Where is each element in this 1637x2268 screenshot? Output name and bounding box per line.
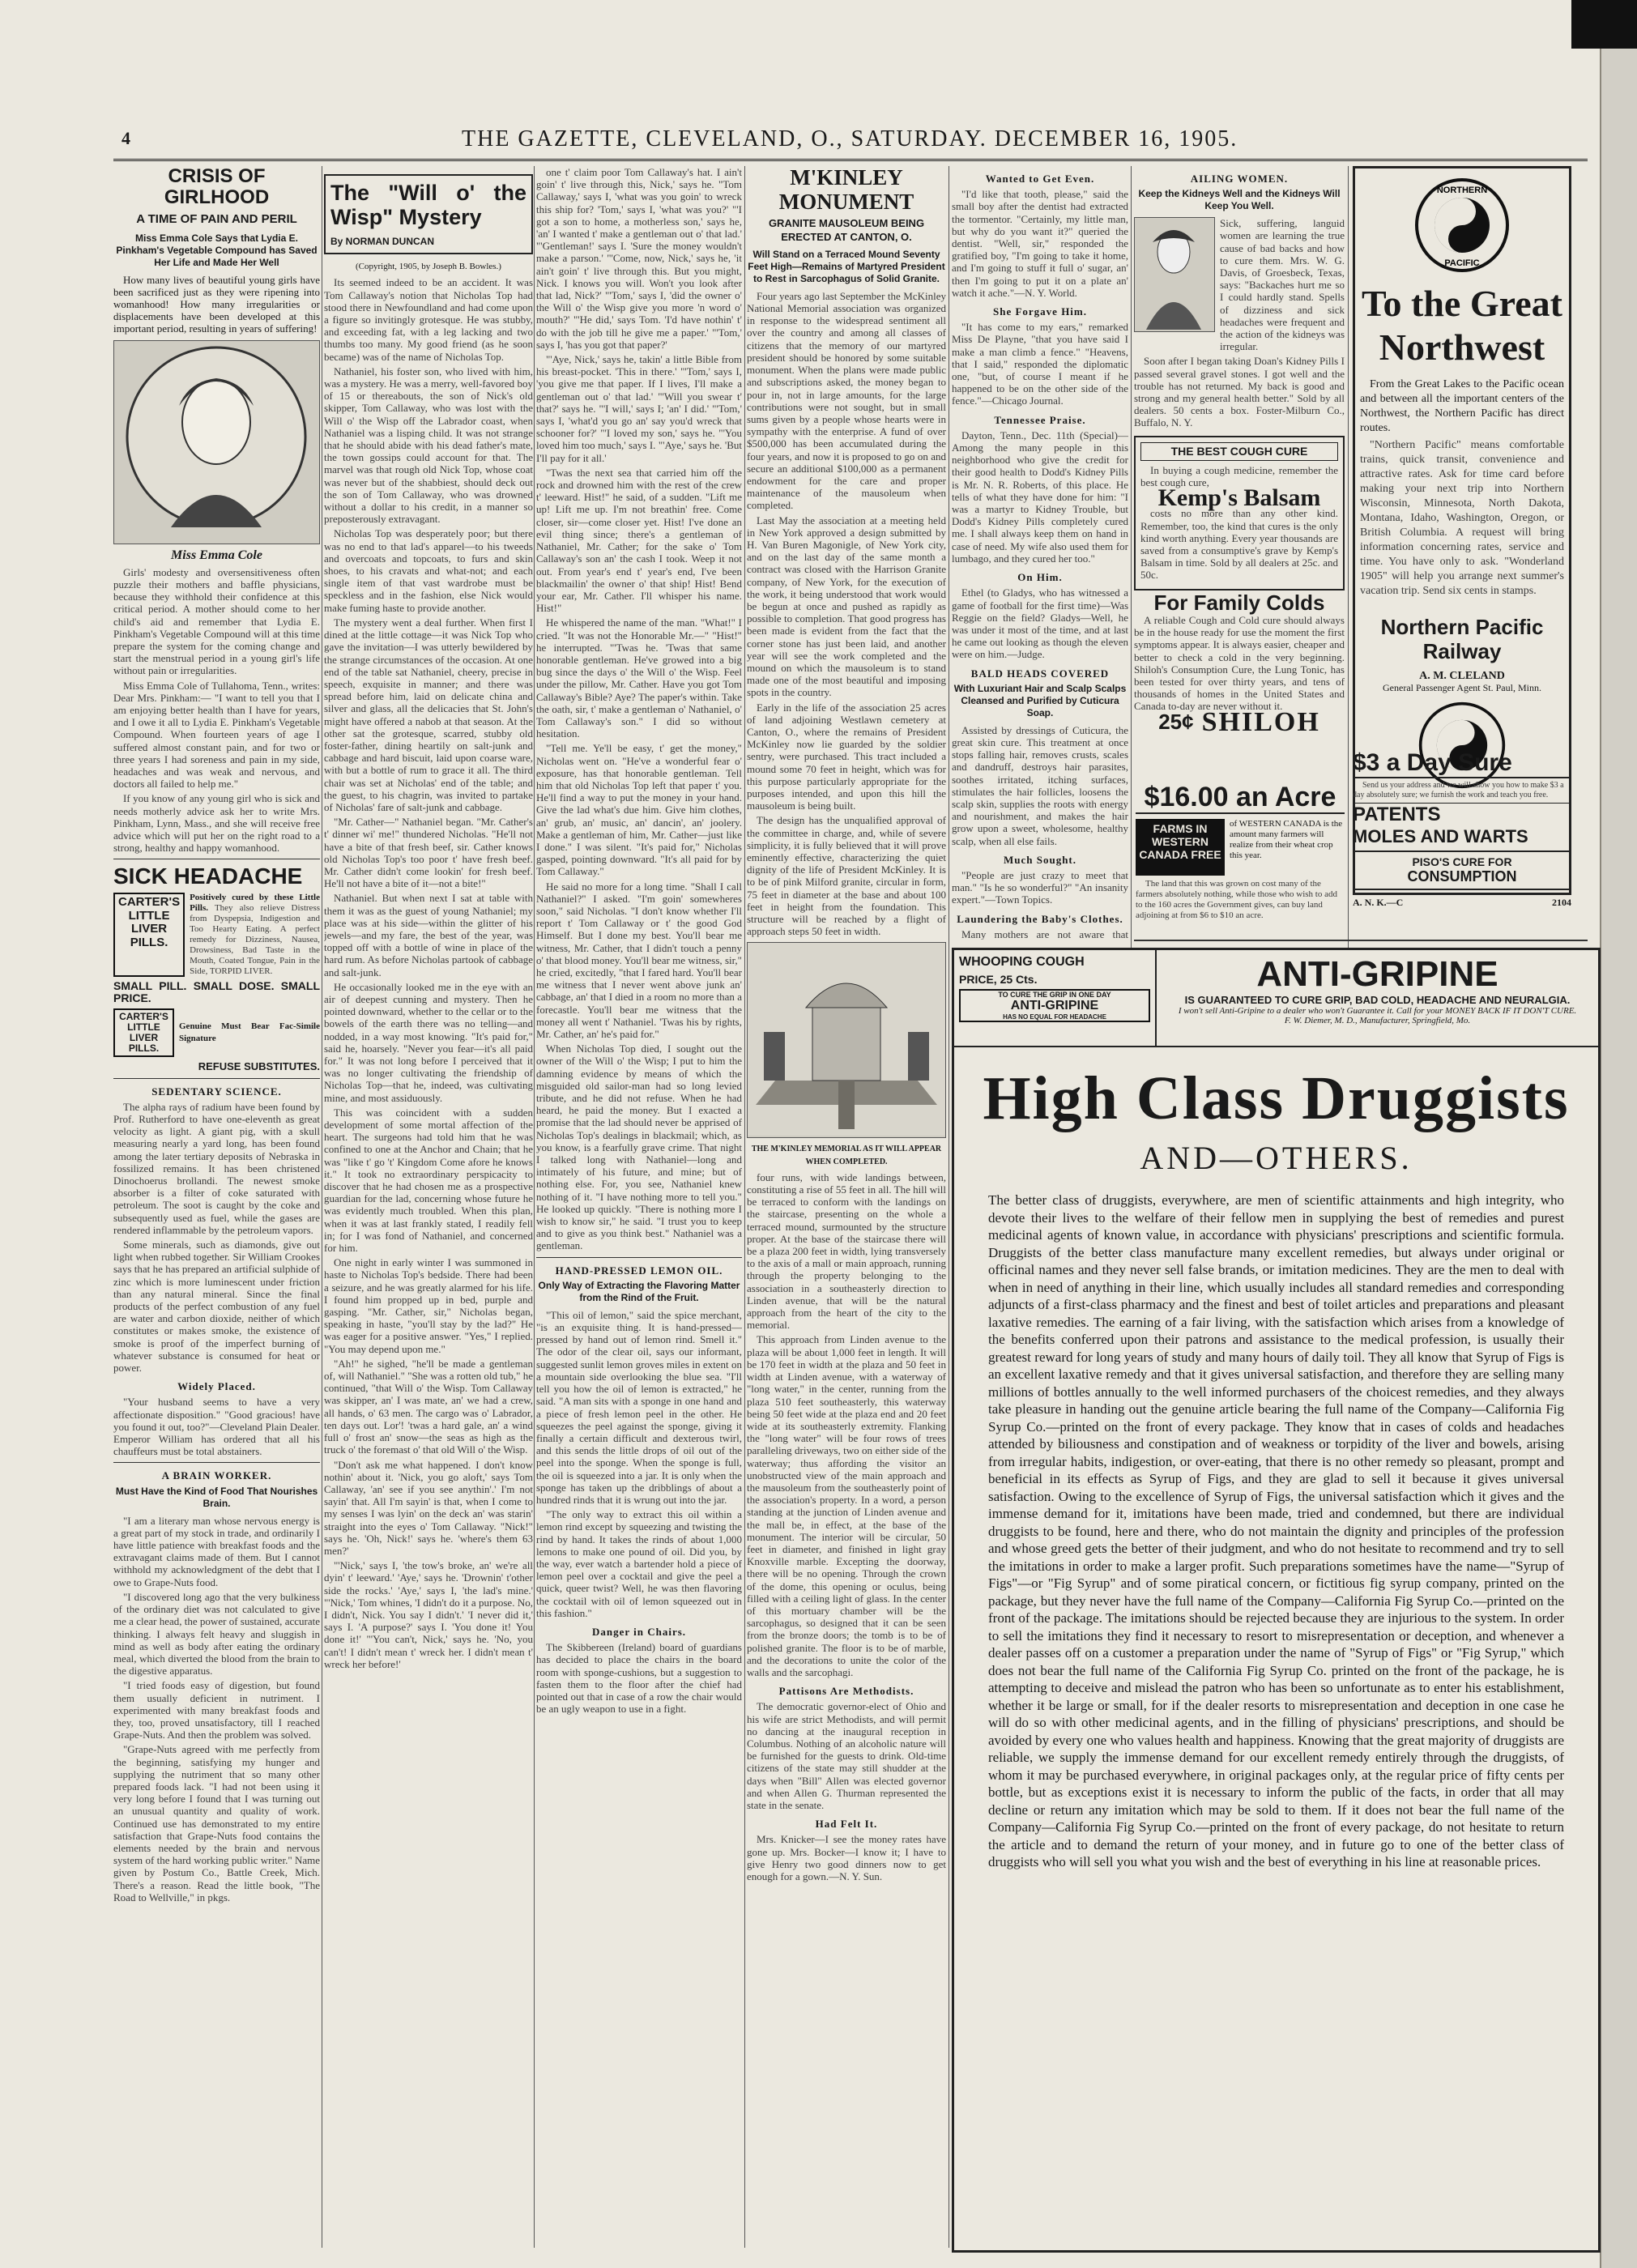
body-text: If you know of any young girl who is sick and needs motherly advice ask her to write Mrs. Pinkham, Lynn, Mass., and she will receive free advice which will put her on the right road to a strong, healthy and happy womanhood. [113,792,320,855]
druggists-ad [952,948,1601,2253]
ailing-headline: AILING WOMEN. [1190,173,1289,185]
chairs-headline: Danger in Chairs. [591,1625,687,1638]
body-text: Four years ago last September the McKinley National Memorial association was organized in response to the widespread sentiment all over the country and among all classes of citizens that the memory of our martyred president should be honored by some suitable monument. When the plans were made public and subscriptions asked, the money began to pour in, not in large amounts, for the large contributions were not sought, but in small sums given by a people whose hearts were in sympathy with the enterprise. A fund of over $500,000 has been accumulated during the four years, and now it is proposed to go on and secure an additional $100,000 as a permanent endowment for the care and proper maintenance of the mausoleum when completed. [747,289,946,512]
anti-gripine-strip [954,950,1598,1047]
wanted-headline: Wanted to Get Even. [985,173,1095,185]
bald-heads-headline: BALD HEADS COVERED [970,667,1110,680]
girlhood-headline: CRISIS OF GIRLHOOD [164,166,270,209]
body-text: Assisted by dressings of Cuticura, the great skin cure. This treatment at once stops falling hair, removes crusts, scales and dandruff, destroys hair parasites, soothes irritated, itching surfaces, stimulates the hair follicles, loosens the scalp skin, supplies the roots with energy and nourishment, and makes the hair grow upon a sweet, wholesome, healthy scalp, when all else fails. [952,723,1128,847]
anti-gripine-maker: F. W. Diemer, M. D., Manufacturer, Springfield, Mo. [1284,1016,1471,1025]
pisos-line1: PISO'S CURE FOR [1412,855,1512,868]
body-text: The mystery went a deal further. When first I dined at the little cottage—it was Nick Top who gave the invitation—I was utterly bewildered by the strange circumstances of the occasion. At one end of the table sat Nathaniel, cheery, precise in speech, exquisite in manner; and there was spread before him, laid on delicate china and silver and glass, all the delicacies that St. John's might have offered a nabob at that season. At the other sat the grotesque, scarred, stubby old foster-father, dining heartily on salt-junk and cabbage and hard biscuit, laid upon coarse ware, with but a bottle of rum to grace it all. The third chair was set at Nicholas' end of the table; and the guest, to his chagrin, was invited to partake of Nicholas' fare of salt-junk and cabbage. [324,616,533,813]
body-text: Mrs. Knicker—I see the money rates have gone up. Mrs. Bocker—I know it; I have to give Henry two good dinners now to get enough for a gown.—N. Y. Sun. [747,1833,946,1883]
box-brand: ANTI-GRIPINE [1010,999,1099,1013]
body-text: Nicholas Top was desperately poor; but there was no end to that lad's apparel—to his tweeds and overcoats and topcoats, to furs and skin shoes, to his cravats and what-not; and each single item of that vast wardrobe must be speckless and in the fashion, else Nick would make fuming haste to provide another. [324,527,533,614]
np-railway: Northern Pacific Railway [1380,615,1544,663]
acre-sub: of WESTERN CANADA is the amount many farmers will realize from their wheat crop this year. [1230,819,1343,860]
portrait-illustration [113,340,320,544]
body-text: "I tried foods easy of digestion, but found them usually deficient in nutriment. I experimented with many breakfast foods and they, too, proved unsatisfactory, till I reached Grape-Nuts. And then the problem was solved. [113,1679,320,1742]
body-text: The design has the unqualified approval of the committee in charge, and, while of severe simplicity, it is fully believed that it will prove eminently effective, characterizing the quiet dignity of the life of President McKinley. It is to be of pink Milford granite, circular in form, 75 feet in diameter at the base and about 100 feet in height from the foundation. This structure will be reached by a flight of approach steps 50 feet in width. [747,814,946,938]
column-3 [536,166,742,2248]
body-text: Soon after I began taking Doan's Kidney Pills I passed several gravel stones. I got well and the trouble has not returned. My back is good and strong and my general health better." Sold by all dealers. 50 cents a box. Foster-Milburn Co., Buffalo, N. Y. [1134,355,1345,429]
page-edge [1600,0,1637,2268]
brain-worker-deck: Must Have the Kind of Food That Nourishes Brain. [115,1485,318,1509]
story-copyright: (Copyright, 1905, by Joseph B. Bowles.) [356,262,501,272]
body-text: "I'd like that tooth, please," said the small boy after the dentist had extracted the tormentor. "Certainly, my little man, but why do you want it?" queried the dentist. "Well, sir," responded the gratified boy, "I'm going to take it home, and I'm going to stuff it full o' sugar, an' then I'm going to put it on a plate an' watch it ache."—N. Y. World. [952,188,1128,299]
yin-yang-logo-icon [1413,177,1511,274]
brain-worker-headline: A BRAIN WORKER. [161,1469,272,1482]
body-text: Miss Emma Cole of Tullahoma, Tenn., writes: Dear Mrs. Pinkham:— "I want to tell you that I am enjoying better health than I have for years, and I owe it all to Lydia E. Pinkham's Vegetable Compound. When fourteen years of age I suffered almost constant pain, and for two or three years I had soreness and pain in my side, headaches and was weak and nervous, and doctors all failed to help me." [113,679,320,791]
story-byline: By NORMAN DUNCAN [330,236,434,247]
body-text: "I discovered long ago that the very bulkiness of the ordinary diet was not calculated to give me a clear head, the power of sustained, accurate thinking. I always felt heavy and sluggish in mind as well as body after eating the ordinary meal, which diverted the blood from the brain to the digestive apparatus. [113,1590,320,1678]
body-text: Ethel (to Gladys, who has witnessed a game of football for the first time)—Was Reggie on the field? Gladys—Well, he was under it most of the time, and at last he came out looking as though the eleven were on him.—Judge. [952,586,1128,661]
mckinley-deck: Will Stand on a Terraced Mound Seventy Feet High—Remains of Martyred President to Rest in Sarcophagus of Solid Granite. [748,248,945,284]
body-text: "Don't ask me what happened. I don't know nothin' about it. 'Nick, you go aloft,' says Tom Callaway, 'an' see if you see anythin'.' I'm not sayin' that. All I'm sayin' is that, when I come to my senses I was lyin' on the deck an' was starin' straight into the eyes o' Tom Callaway. "Nick!" says he. 'Oh, Nick!' says he. 'where's them 63 men?' [324,1458,533,1557]
body-text: "Northern Pacific" means comfortable trains, quick transit, convenience and attractive rates. Ask for time card before making your next trip into Northern Wisconsin, Minnesota, North Dakota, Montana, Idaho, Washington, Oregon, or British Columbia. A request will bring information concerning rates, service and time. You have only to ask. "Wonderland 1905" will help you arrange next summer's vacation trip. Send six cents in stamps. [1360,439,1564,597]
np-logo [1360,177,1564,274]
masthead-title: THE GAZETTE, CLEVELAND, O., SATURDAY. DECEMBER 16, 1905. [462,126,1238,151]
sedentary-headline: SEDENTARY SCIENCE. [151,1085,282,1098]
body-text: costs no more than any other kind. Remember, too, the kind that cures is the only kind worth anything. Every year thousands are saved from a consumptive's grave by Kemp's Balsam in time. Sold by all dealers at 25c. and 50c. [1140,507,1338,582]
column-5 [952,166,1128,940]
druggists-body: The better class of druggists, everywhere, are men of scientific attainments and high integrity, who devote their lives to the welfare of their fellow men in supplying the best of remedies and purest medicinal agents of known value, in accordance with physicians' prescriptions and scientific formula. Druggists of the better class manufacture many excellent remedies, but always under original or officinal names and they never sell false brands, or imitation medicines. They are the men to deal with when in need of anything in their line, which usually includes all standard remedies and corresponding adjuncts of a first-class pharmacy and the finest and best of toilet articles and preparations and pleasant laxative remedies. The earning of a fair living, with the satisfaction which arises from a knowledge of the benefits conferred upon their patrons and assistance to the medical profession, is usually their greatest reward for long years of study and many hours of daily toil. They all know that Syrup of Figs is an excellent laxative remedy and that it gives universal satisfaction, and therefore they are selling many millions of bottles annually to the well informed purchasers of the choicest remedies, and they always take pleasure in handing out the genuine article bearing the full name of the Company—California Fig Syrup Co.—printed on the front of every package. They know that in cases of colds and headaches attended by biliousness and constipation and of weakness or torpidity of the liver and bowels, arising from irregular habits, indigestion, or over-eating, that there is no other remedy so pleasant, prompt and beneficial in its effects as Syrup of Figs, and they are glad to sell it because it gives universal satisfaction. Owing to the excellence of Syrup of Figs, the universal satisfaction which it gives and the immense demand for it, imitations have been made, tried and condemned, but there are individual druggists to be found, here and there, who do not maintain the dignity and principles of the profession and whose greed gets the better of their judgment, and who do not hesitate to recommend and try to sell the imitations in order to make a larger profit. Such preparations sometimes have the name—"Syrup of Figs"—or "Fig Syrup" and of some piratical concern, or fictitious fig syrup company, printed on the package, but they never have the full name of the Company—California Fig Syrup Co.—printed on the front of the package. The imitations should be rejected because they are injurious to the system. In order to sell the imitations they find it necessary to resort to misrepresentation or deception, and whenever a dealer passes off on a customer a preparation under the name of "Syrup of Figs" or "Fig Syrup," which does not bear the full name of the California Fig Syrup Co. printed on the front of the package, he is attempting to deceive and mislead the patron who has been so unfortunate as to enter his establishment, whether it be large or small, for if the dealer resorts to misrepresentation and deception in one case he will do so with other medicinal agents, and in the filling of physicians' prescriptions, and should be avoided by every one who values health and happiness. Knowing that the great majority of druggists are reliable, we supply the immense demand for our excellent remedy entirely through the druggists, of whom it may be purchased everywhere, in original packages only, at the regular price of fifty cents per bottle, but as exceptions exist it is necessary to inform the public of the facts, in order that all may decline or return any imitation which may be sold to them. If it does not bear the full name of the Company—California Fig Syrup Co.—printed on the front of every package, do not hesitate to return the article and to demand the return of your money, and in future go to one of the better class of druggists who will sell you what you wish and the best of everything in his line at reasonable prices. [988,1192,1564,1869]
girlhood-subhead: A TIME OF PAIN AND PERIL [136,211,297,226]
box-note: HAS NO EQUAL FOR HEADACHE [1003,1013,1106,1021]
mausoleum-caption: THE M'KINLEY MEMORIAL AS IT WILL APPEAR WHEN COMPLETED. [751,1145,942,1166]
carters-ad [113,893,320,977]
body-text: "Your husband seems to have a very affectionate disposition." "Good gracious! have you found it out, too?"—Cleveland Plain Dealer. Emperor William has ordered that all his chauffeurs must be total abstainers. [113,1396,320,1458]
body-text: four runs, with wide landings between, constituting a rise of 55 feet in all. The hill will be terraced to conform with the landings on the staircase, presenting on the whole a terraced mound, surmounted by the structure proper. At the base of the staircase there will be a plaza 200 feet in width, lying transversely to the axis of a mall or main approach, running through the property belonging to the association in a southeasterly direction to Linden avenue, that will be the natural approach from the heart of the city to the memorial. [747,1170,946,1332]
body-text: "I am a literary man whose nervous energy is a great part of my stock in trade, and ordinarily I have little patience with breakfast foods and the extravagant claims made of them. But I cannot withhold my acknowledgment of the debt that I owe to Grape-Nuts food. [113,1514,320,1588]
body-text: One night in early winter I was summoned in haste to Nicholas Top's bedside. There had been a seizure, and he was greatly alarmed for his life. I found him propped up in bed, purple and gasping. "Mr. Cather, sir," Nicholas began, speaking in haste, "you'll stay by the lad?" He was eager for a positive answer. "Yes," I replied. "You may depend upon me." [324,1256,533,1355]
widely-placed-headline: Widely Placed. [177,1380,256,1393]
sick-headache-headline: SICK HEADACHE [113,863,303,889]
column-4 [747,166,946,2248]
girlhood-deck: Miss Emma Cole Says that Lydia E. Pinkham's Vegetable Compound has Saved Her Life and Made Her Well [116,232,318,268]
carters-genuine: Genuine Must Bear Fac-Simile Signature [179,1021,320,1043]
body-text: The democratic governor-elect of Ohio and his wife are strict Methodists, and will permit no dancing at the inaugural reception in Columbus. Nothing of an alcoholic nature will be furnished for the guests to drink. Old-time citizens of the state may still shudder at the days when "Bill" Allen was elected governor and when Allen G. Thurman represented the state in the senate. [747,1700,946,1811]
body-text: They also relieve Distress from Dyspepsia, Indigestion and Too Hearty Eating. A perfect remedy for Dizziness, Nausea, Drowsiness, Bad Taste in the Mouth, Coated Tongue, Pain in the Side, TORPID LIVER. [190,903,320,977]
body-text: Dayton, Tenn., Dec. 11th (Special)—Among the many people in this neighborhood who give the credit for their good health to Dodd's Kidney Pills is Mr. N. R. Roberts, of this place. He tells of what they have done for him: "I was a martyr to Kidney Trouble, but Dodd's Kidney Pills completely cured me. I shall always keep them on hand in case of need. My wife also used them for lumbago, and they cured her too." [952,428,1128,565]
masthead [113,122,1588,161]
carters-logo: CARTER'S LITTLE LIVER PILLS. [113,893,185,977]
mausoleum-icon [748,943,945,1136]
kemps-brand: Kemp's Balsam [1157,484,1321,512]
tennessee-headline: Tennessee Praise. [994,413,1086,426]
body-text: Some minerals, such as diamonds, give out light when rubbed together. Sir William Crookes says that he has prepared an artificial sulphide of zinc which is more luminescent under friction than any natural mineral. Since the final products of the perfect combustion of any fuel are water and carbon dioxide, neither of which constitutes or makes smoke, the existence of smoke is proof of the imperfect burning of whatever substance is consumed for heat or power. [113,1238,320,1375]
body-text: "Mr. Cather—" Nathaniel began. "Mr. Cather's t' dinner wi' me!" thundered Nicholas. "He'll not have a bite of that fresh beef, sir. Cather knows old Nicholas Top's too poor t' have fresh beef. Mr. Cather didn't come lookin' for fresh beef. He'll not have a bite of it—not a bite!" [324,816,533,890]
body-text: Nathaniel, his foster son, who lived with him, was a mystery. He was a merry, well-favored boy of 15 or thereabouts, the son of Nick's old skipper, Tom Callaway, who was lost with the Will o' the Wisp off the Labrador coast, when Nathaniel was a lisping child. It was not strange that he should abide with his dead father's mate, the town gossips could account for that. The marvel was that rough old Nick Top, whose coat was never but of the shabbiest, should deck out the son of Tom Callaway, who was drowned without a dollar to his credit, in a manner so preposterously extravagant. [324,364,533,526]
story-header-box [324,174,533,254]
carters-footer: SMALL PILL. SMALL DOSE. SMALL PRICE. [113,979,320,1005]
had-felt-headline: Had Felt It. [815,1818,878,1831]
column-rule [744,166,745,2248]
body-text: In buying a cough medicine, remember the best cough cure, [1140,463,1338,489]
body-text: The land that this was grown on cost many of the farmers absolutely nothing, while those who wish to add to the 160 acres the Government gives, can buy land adjoining at from $6 to $10 an acre. [1136,879,1337,920]
scan-corner [1571,0,1637,49]
body-text: Nathaniel. But when next I sat at table with them it was as the guest of young Nathaniel; my place was at his side—within the glitter of his jewels—and my fare, the best of the year, was topped off with a bottle of wine in place of the hard rum. As before Nicholas partook of cabbage and salt-junk. [324,892,533,978]
farms-canada-logo: FARMS IN WESTERN CANADA FREE [1136,819,1225,876]
anti-gripine-headline: ANTI-GRIPINE [1256,954,1498,994]
anti-gripine-tagline: IS GUARANTEED TO CURE GRIP, BAD COLD, HEADACHE AND NEURALGIA. [1184,994,1571,1006]
anti-gripine-refund: I won't sell Anti-Gripine to a dealer who won't Guarantee it. Call for your MONEY BACK IF IT DON'T CURE. [1178,1006,1577,1016]
lemon-oil-headline: HAND-PRESSED LEMON OIL. [555,1264,723,1277]
pisos-ad [1353,850,1571,890]
laundering-headline: Laundering the Baby's Clothes. [957,912,1123,925]
box-top: TO CURE THE GRIP IN ONE DAY [998,991,1111,999]
body-text: He occasionally looked me in the eye with an air of deepest cunning and mystery. Then he pointed downward, whether to the cellar or to the bowels of the earth there was no telling—and nodded, in a way most knowing. "It's paid for," said he, hoarsely. "Never you fear—it's all paid for." It was not long before I perceived that it was no longer cultivating the friendship of Nicholas Top—that he, indeed, was cultivating mine, and most assiduously. [324,980,533,1104]
whooping-headline: WHOOPING COUGH [959,955,1085,969]
much-sought-headline: Much Sought. [1003,853,1077,866]
np-logo-bottom: PACIFIC [1444,258,1480,268]
family-colds-headline: For Family Colds [1153,590,1325,615]
forgave-headline: She Forgave Him. [992,305,1087,318]
moles-headline: MOLES AND WARTS [1353,826,1528,846]
kemps-ad [1134,436,1345,590]
portrait-caption: Miss Emma Cole [171,548,262,562]
body-text: "It has come to my ears," remarked Miss De Playne, "that you have said I make a man climb a fence." "Heavens, that I said," responded the diplomatic one, "but, of course I meant if he happened to be on the other side of the fence."—Chicago Journal. [952,321,1128,407]
pisos-line2: CONSUMPTION [1407,868,1517,885]
acre-ad [1136,782,1345,936]
mckinley-subhead: GRANITE MAUSOLEUM BEING ERECTED AT CANTON, O. [768,217,925,243]
carters-small-logo: CARTER'S LITTLE LIVER PILLS. [113,1008,174,1058]
ailing-deck: Keep the Kidneys Well and the Kidneys Will Keep You Well. [1138,188,1341,212]
carters-tagline: Positively cured by these Little Pills. [190,893,320,914]
body-text: "This oil of lemon," said the spice merchant, "is an exquisite thing. It is hand-pressed—pressed by hand out of lemon rind. Smell it." The odor of the clear oil, says our informant, suggested sunlit lemon groves miles in extent on a mountain side overlooking the blue sea. "I'll tell you how the oil of lemon is extracted," he said. "A man sits with a sponge in one hand and a piece of fresh lemon peel in the other. He squeezes the peel against the sponge, giving it finally a certain difficult and dexterous twirl, and this sends the little drops of oil out of the peel into the sponge. When the sponge is full, the oil is squeezed into a jar. It is only when the sponge has taken up the dribblings of about a hundred rinds that it is wrung out into the jar. [536,1308,742,1506]
bald-heads-deck: With Luxuriant Hair and Scalp Scalps Cleansed and Purified by Cuticura Soap. [953,682,1127,718]
body-text: This was coincident with a sudden development of some mortal affection of the heart. The surgeons had told him that he was confined to one at the Anchor and Chain; that he was "like t' go 't' Kingdom Come afore he knows it." It took no extraordinary perspicacity to discover that he had chosen me as a prospective guardian for the lad, concerning whose future he was evidently much troubled. When this plan, when it was at last frankly stated, I readily fell in; for I was fond of Nathaniel, and concerned for him. [324,1106,533,1255]
issue-right: 2104 [1552,897,1571,908]
on-him-headline: On Him. [1017,571,1063,584]
body-text: Sick, suffering, languid women are learning the true cause of bad backs and how to cure them. Mrs. W. G. Davis, of Groesbeck, Texas, says: "Backaches hurt me so I could hardly stand. Spells of dizziness and sick headaches were frequent and the action of the kidneys was irregular. [1220,217,1345,353]
np-logo-top: NORTHERN [1436,185,1488,195]
girlhood-lead: How many lives of beautiful young girls have been sacrificed just as they were ripening into womanhood! How many irregularities or displacements have been developed at this important period, resulting in years of suffering! [113,273,320,335]
np-agent-title: General Passenger Agent St. Paul, Minn. [1383,682,1541,694]
mid-right-ads [1353,749,1571,937]
np-headline: To the Great Northwest [1362,283,1562,368]
body-text: "Grape-Nuts agreed with me perfectly from the beginning, satisfying my hunger and supplying the nutriment that so many other prepared foods lack. "I had not been using it very long before I found that I was turning out an unusual quantity and quality of work. Continued use has demonstrated to my entire satisfaction that Grape-Nuts food contains the elements needed by the brain and nervous system of the hard working public writer." Name given by Postum Co., Battle Creek, Mich. There's a reason. Read the little book, "The Road to Wellville," in pkgs. [113,1743,320,1904]
body-text: "'Nick,' says I, 'the tow's broke, an' we're all dyin' t' leeward.' 'Aye,' says he. 'Drownin' t'other side the rocks.' 'Aye,' says I, 'the lad's mine.' "'Nick,' Tom whines, 'I didn't do it a purpose. No, I didn't, Nick. You say I didn't.' 'I never did it,' says I. 'A purpose?' says I. 'You done it! You done it!' "'You can't, Nick,' says he. 'No, you can't! I didn't mean t' wreck her. I didn't mean t' wreck her before!' [324,1559,533,1670]
column-1 [113,166,320,2248]
body-text: "Twas the next sea that carried him off the rock and drowned him with the rest of the crew t' leeward. Hist!" he said, of a sudden. "Lift me up! Lift me up. I'm not breathin' free. Come closer, sir—come closer yet. Hist! I've done an evil thing since; there's a gentleman of Nathaniel, Mr. Cather; for the sake o' Tom Callaway's son an' the cash I took. Weep it not out. From year's end t' year's end, I've been blackmailin' the owner o' that ship! Hist! Bend your ear, Mr. Cather. I'll whisper his name. Hist!" [536,466,742,615]
body-text: "Tell me. Ye'll be easy, t' get the money," Nicholas went on. "He've a wonderful fear o' exposure, has that honorable gentleman. Tell him that old Nicholas Top left that paper t' you. He'll find a way to put the money in your hand. Give the lad what's due him. Give him clothes, an' grub, an' music, an' dancin', an' joolery. Make a gentleman of him, Mr. Cather—just like I done." I was silent. "It's paid for," Nicholas gasped, pointing downward. "It's all paid for by Tom Callaway." [536,742,742,878]
mausoleum-illustration [747,942,946,1138]
body-text: Many mothers are not aware that [961,927,1128,940]
druggists-subhead: AND—OTHERS. [1140,1140,1413,1176]
body-text: one t' claim poor Tom Callaway's hat. I ain't goin' t' live through this, Nick,' says he. "Tom Callaway,' says I, 'what was you goin' to wreck this ship for? 'Tom,' says I, 'what was you?' "'I got a son to home, a motherless son,' says he, 'an' I wanted t' make a gentleman out o' that lad.' "'Gentleman!' says I. 'Sure the money wouldn't make a parson.' "'Come, now, Nick,' says he, 'it ain't goin' t' live through this. But you might, Nick. I knows you will. Won't you look after that lad, Nick?' "'Tom,' says I, 'did the owner o' the Will o' the Wisp give you more 'n word o' mouth?' "'He did,' says Tom. 'I'd have nothin' t' do with the job till he give me a paper.' "'Tom,' says I, 'has you got that paper?' [536,166,742,351]
mckinley-headline: M'KINLEY MONUMENT [778,166,914,214]
shiloh-brand: SHILOH [1201,706,1320,737]
body-text: A reliable Cough and Cold cure should always be in the house ready for use the moment the first symptoms appear. It is always easier, cheaper and better to check a cold in the very beginning. Shiloh's Consumption Cure, the Lung Tonic, has been tested for over thirty years, and tens of thousands of homes in the United States and Canada to-day are never without it. [1134,613,1345,713]
anti-gripine-price: PRICE, 25 Cts. [959,973,1038,986]
body-text: Girls' modesty and oversensitiveness often puzzle their mothers and baffle physicians, because they withhold their confidence at this critical period. A mother should come to her child's aid and remember that Lydia E. Pinkham's Vegetable Compound will at this time prepare the system for the coming change and start the menstrual period in a young girl's life without pain or irregularities. [113,565,320,677]
body-text: When Nicholas Top died, I sought out the owner of the Will o' the Wisp; I put to him the damning evidence by means of which the misguided old sailor-man had so long levied tribute, and he did not refuse. When he had heard, he paid the money. But I exacted a promise that the lad should never be apprised of Nicholas Top's dealings in blackmail; which, as you know, is a fearfully grave crime. That night I talked long with Nathaniel—long and intimately of his future, and mine; but of nothing else. For, you see, Nathaniel knew nothing of it. "I have nothing more to tell you." He looked up quickly. "There is nothing more I wish to know sir," he said. "I trust you to keep and to give as you think best." Nathaniel was a gentleman. [536,1042,742,1252]
carters-refuse: REFUSE SUBSTITUTES. [198,1060,320,1073]
section-divider [1134,940,1588,941]
body-text: Its seemed indeed to be an accident. It was Tom Callaway's notion that Nicholas Top had stood there in Newfoundland and had come upon a figure so invitingly grotesque. He was stubby, and exceeding fat, with a leg lacking and two thumbs too many. My good friend (as he soon became) was of the name of Nicholas Top. [324,276,533,363]
issue-left: A. N. K.—C [1353,897,1404,908]
three-dollar-headline: $3 a Day Sure [1353,749,1571,778]
column-rule [534,166,535,2248]
body-text: Send us your address and we will show you how to make $3 a day absolutely sure; we furnish the work and teach you free. [1353,781,1564,799]
body-text: Last May the association at a meeting held in New York approved a design submitted by H. Van Buren Magonigle, of New York city, and on the last day of the same month a contract was closed with the Harrison Granite company, of New York, for the execution of the work, it being understood that work would be begun at once and pushed as rapidly as possible to completion. That good progress has been made is evident from the fact that the corner stone has just been laid, and another year will see the work completed and the mound on which the mausoleum is to stand made one of the most beautiful and imposing spots in the country. [747,514,946,699]
body-text: "The only way to extract this oil within a lemon rind except by squeezing and twisting the rind by hand. It takes the rinds of about 1,000 lemons to make one pound of oil. Did you, by the way, ever watch a bartender hold a piece of lemon peel over a cocktail and give the peel a quick, queer twist? Well, he was then flavoring the cocktail with oil of lemon squeezed out in this fashion." [536,1508,742,1619]
body-text: "'Aye, Nick,' says he, takin' a little Bible from his breast-pocket. 'This in there.' "'Tom,' says I, 'you give me that paper. If I lives, I'll make a gentleman out o' that lad.' "'Will you swear t' that?' says he. "'I will,' says I; 'an' I did.' "'Tom,' says I, 'what'd you go an' say you'd wreck that schooner for?' "'I loved my son,' says he. "'You loved him too much,' says I. "'Aye,' says he. 'But I'll pay for it all.' [536,353,742,464]
pattisons-headline: Pattisons Are Methodists. [778,1685,914,1698]
story-headline: The "Will o' the Wisp" Mystery [330,181,526,229]
woman-illustration [1134,217,1215,332]
np-agent: A. M. CLELAND [1419,670,1505,682]
anti-gripine-box [959,989,1150,1022]
kemps-top: THE BEST COUGH CURE [1140,442,1338,461]
body-text: He whispered the name of the man. "What!" I cried. "It was not the Honorable Mr.—" "Hist!" he interrupted. "'Twas he. 'Twas that same honorable gentleman. He've growed into a big bug since the days o' the Will o' the Wisp. Feel under the pillow, Mr. Cather. Have you got Tom Callaway's Bible? Aye? The paper's within. Take the oath, sir, t' make a gentleman o' Nathaniel, o' Tom Callaway's son." I did so without hesitation. [536,616,742,740]
page-number: 4 [121,128,130,148]
issue-line [1353,897,1571,909]
body-text: He said no more for a long time. "Shall I call Nathaniel?" I asked. "I'm goin' somewheres soon," said Nicholas. "I don't know whether I'll report t' Tom Callaway or t' the good God Himself. But I done my best. You'll bear me witness, Mr. Cather, that I didn't touch a penny o' that blood money. You'll bear me witness, sir," he cried, excitedly, "that I fared hard. You'll bear me witness that I never went above junk an' cabbage, an' that I died in a room no more than a forecastle. You'll bear me witness that the money all went t' Nathaniel. 'Twas his by rights, Mr. Cather, an' he's paid for." [536,880,742,1041]
body-text: "People are just crazy to meet that man." "Is he so wonderful?" "An insanity expert."—Town Topics. [952,868,1128,906]
body-text: The Skibbereen (Ireland) board of guardians has decided to place the chairs in the board room with sponge-cushions, but a suggestion to fasten them to the floor after the chief had pointed out that in case of a row the chair would be an ugly weapon to use in a fight. [536,1641,742,1716]
column-2 [324,166,533,2248]
body-text: Early in the life of the association 25 acres of land adjoining Westlawn cemetery at Canton, O., where the remains of President McKinley now lie guarded by the soldier sentry, were purchased. This tract included a mound some 70 feet in height, which was for this purpose particularly appropriate for the purposes intended, and upon this hill the mausoleum is being built. [747,701,946,812]
acre-headline: $16.00 an Acre [1136,782,1345,814]
np-body: From the Great Lakes to the Pacific ocean and between all the important centers of the Northwest, the Northern Pacific has direct routes. [1360,378,1564,434]
woman-icon [1135,218,1213,330]
patents-headline: PATENTS [1353,803,1571,826]
body-text: This approach from Linden avenue to the plaza will be about 1,000 feet in length. It will be 170 feet in width at the plaza and 50 feet in width at Linden avenue, with a waterway of "long water," in the center, running from the plaza 510 feet southeasterly, this waterway being 50 feet wide at the plaza end and 20 feet wide at its southeasterly extremity. Flanking the "long water" will be four rows of trees paralleling driveways, two on either side of the waterway; thus affording the visitor an unobstructed view of the main approach and the mausoleum from the southeasterly point of the association's property. In a word, a person standing at the junction of Linden avenue and the mall be, in effect, at the base of the monument. The interior will be circular, 50 feet in diameter, and finished in light gray Knoxville marble. Excepting the doorway, there will be no opening. Through the crown of the dome, this opening or oculus, being filled with a ceiling light of glass. In the center of this mortuary chamber will be the sarcophagus, so designed that it can be seen from the bronze doors; the tomb is to be of polished granite. The floor is to be of marble, and the decorations to unite the color of the walls and the sarcophagi. [747,1333,946,1678]
druggists-headline: High Class Druggists [983,1064,1570,1132]
lemon-oil-deck: Only Way of Extracting the Flavoring Matter from the Rind of the Fruit. [538,1279,740,1303]
shiloh-price: 25¢ [1158,709,1194,734]
woman-portrait-icon [114,341,319,542]
body-text: The alpha rays of radium have been found by Prof. Rutherford to have one-eleventh as great velocity as light. A giant pig, with a skull measuring nearly a yard long, has been found among the later tertiary deposits of Nebraska in fossilized remains. It has been christened Dinochoerus brollandi. The newest smoke absorber is a filter of coke saturated with petroleum. The soot is caught by the coke and subsequently used as fuel, while the gases are rendered inflammable by the petroleum vapors. [113,1100,320,1236]
body-text: "Ah!" he sighed, "he'll be made a gentleman of, will Nathaniel." "She was a rotten old tub," he continued, "that Will o' the Wisp. Tom Callaway was skipper, an' I was mate, an' we had a crew, all hands, o' 63 men. The cargo was o' Labrador, ten days out. Lor'! 'twas a hard gale, an' a wind full o' frost an' snow—the seas as high as the truck o' the foremast o' that old Will o' the Wisp. [324,1357,533,1456]
